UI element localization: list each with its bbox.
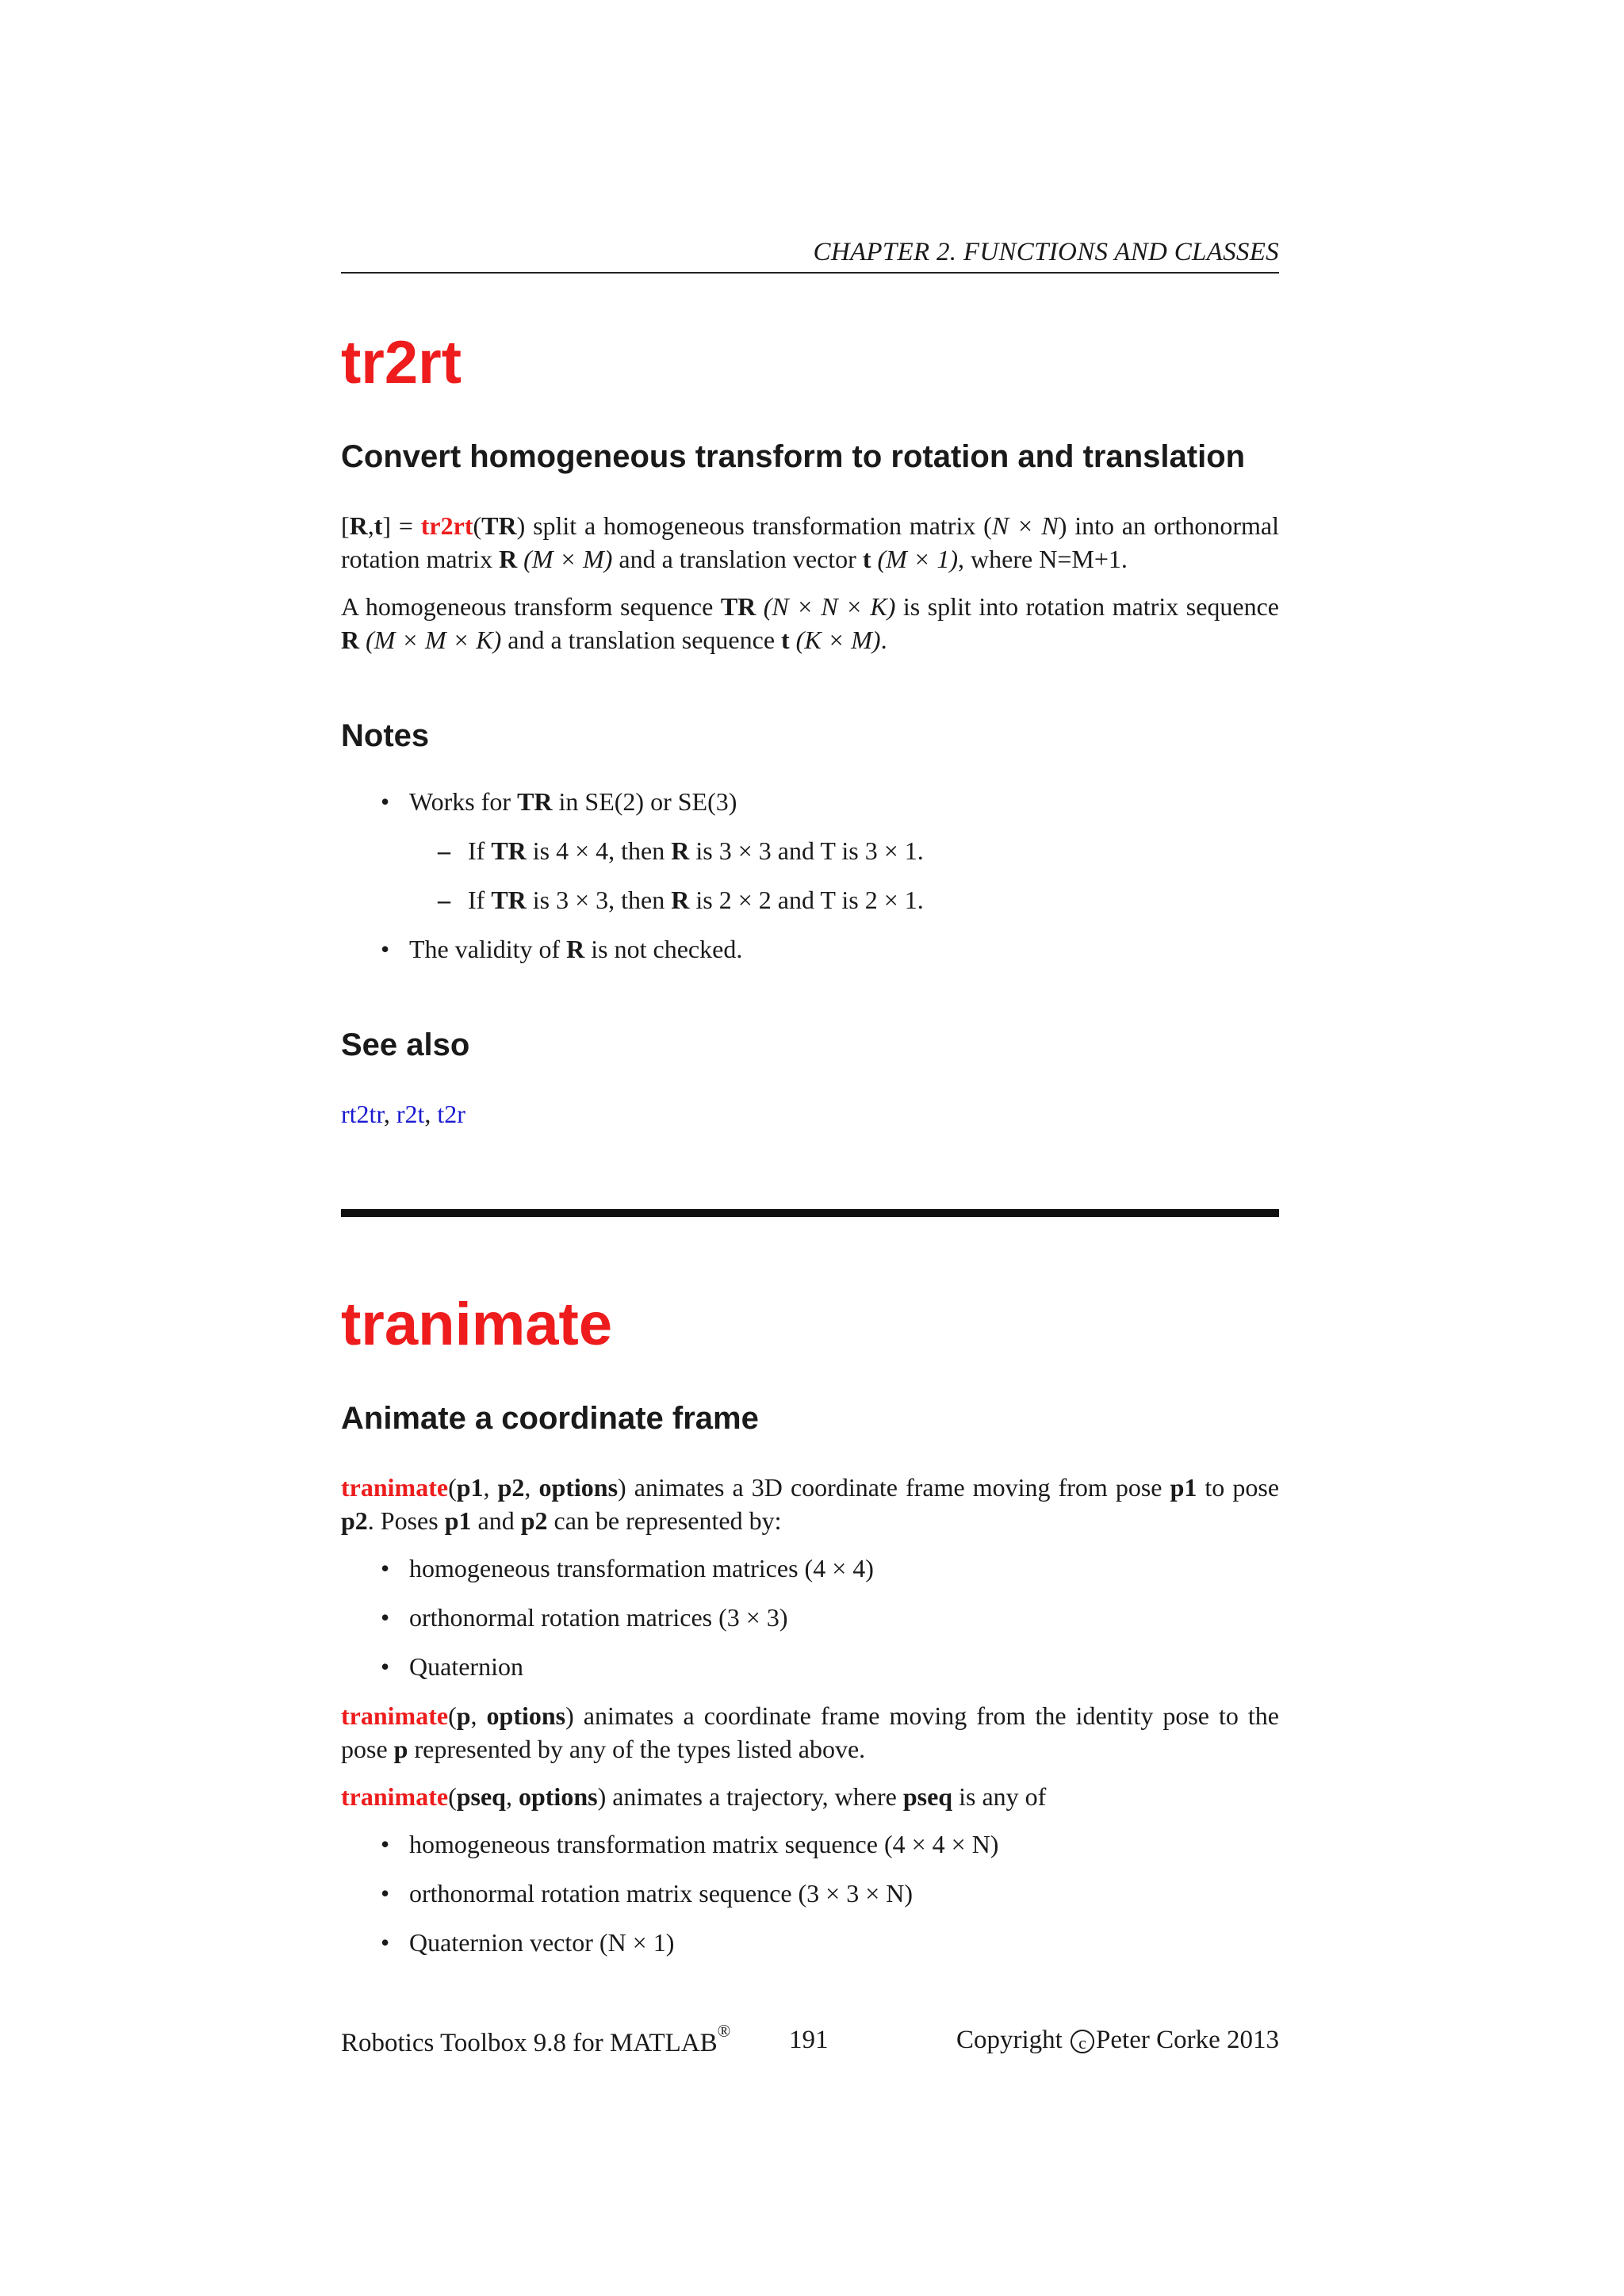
- footer-book-title: Robotics Toolbox 9.8 for MATLAB®: [341, 2021, 731, 2057]
- notes-heading: Notes: [341, 718, 430, 753]
- tranimate-description: tranimate(p1, p2, options) animates a 3D coordinate frame moving from pose p1 to pose p2. Poses p1 and p2 can be represented by:: [341, 1473, 1280, 1535]
- list-item: – If TR is 4 × 4, then R is 3 × 3 and T is 3 × 1.: [438, 836, 924, 865]
- notes-list: [341, 785, 1279, 966]
- list-item: • Quaternion vector (N × 1): [381, 1928, 675, 1957]
- link-t2r[interactable]: t2r: [437, 1100, 465, 1128]
- function-name-inline: tr2rt: [420, 511, 473, 540]
- footer-copyright: Copyright c Peter Corke 2013: [956, 2026, 1279, 2054]
- registered-mark: ®: [717, 2021, 731, 2041]
- function-name-inline: tranimate: [341, 1701, 449, 1730]
- see-also-heading: See also: [341, 1027, 470, 1062]
- function-title-tranimate: tranimate: [341, 1291, 613, 1358]
- section-tranimate: [341, 1291, 1280, 1975]
- list-item: – If TR is 3 × 3, then R is 2 × 2 and T is 2 × 1.: [438, 886, 924, 914]
- list-item: • homogeneous transformation matrices (4 × 4): [381, 1554, 874, 1582]
- copyright-icon: c: [1071, 2030, 1094, 2053]
- tranimate-trajectory-description: tranimate(pseq, options) animates a trajectory, where pseq is any of: [341, 1782, 1047, 1811]
- list-item: • orthonormal rotation matrices (3 × 3): [381, 1603, 788, 1632]
- running-head: CHAPTER 2. FUNCTIONS AND CLASSES: [341, 238, 1279, 274]
- tranimate-identity-description: tranimate(p, options) animates a coordinate frame moving from the identity pose to the pose p represented by any of the types listed above.: [341, 1701, 1280, 1763]
- function-title-tr2rt: tr2rt: [341, 329, 462, 396]
- list-item: • Quaternion: [381, 1652, 523, 1681]
- section-tr2rt: [341, 329, 1280, 1131]
- see-also-links: rt2tr, r2t, t2r: [341, 1100, 465, 1128]
- section-divider: [341, 1209, 1279, 1217]
- list-item: • The validity of R is not checked.: [381, 935, 743, 963]
- function-subtitle-tranimate: Animate a coordinate frame: [341, 1401, 759, 1436]
- function-name-inline: tranimate: [341, 1473, 449, 1502]
- function-subtitle-tr2rt: Convert homogeneous transform to rotation and translation: [341, 439, 1246, 474]
- link-rt2tr[interactable]: rt2tr: [341, 1100, 384, 1128]
- link-r2t[interactable]: r2t: [396, 1100, 425, 1128]
- function-name-inline: tranimate: [341, 1782, 449, 1811]
- page-number: 191: [789, 2026, 829, 2054]
- trajectory-types-list: [341, 1827, 1279, 1959]
- tr2rt-description: [R,t] = tr2rt(TR) split a homogeneous transformation matrix (N × N) into an orthonormal rotation matrix R (M × M) and a translation vector t (M × 1), where N=M+1.: [341, 511, 1280, 573]
- list-item: • orthonormal rotation matrix sequence (3 × 3 × N): [381, 1879, 914, 1908]
- pose-types-list: [341, 1552, 1279, 1683]
- tr2rt-sequence-description: A homogeneous transform sequence TR (N × N × K) is split into rotation matrix sequence R (M × M × K) and a translation sequence t (K × M).: [341, 592, 1280, 654]
- list-item: • Works for TR in SE(2) or SE(3): [381, 787, 737, 816]
- list-item: • homogeneous transformation matrix sequence (4 × 4 × N): [381, 1830, 999, 1858]
